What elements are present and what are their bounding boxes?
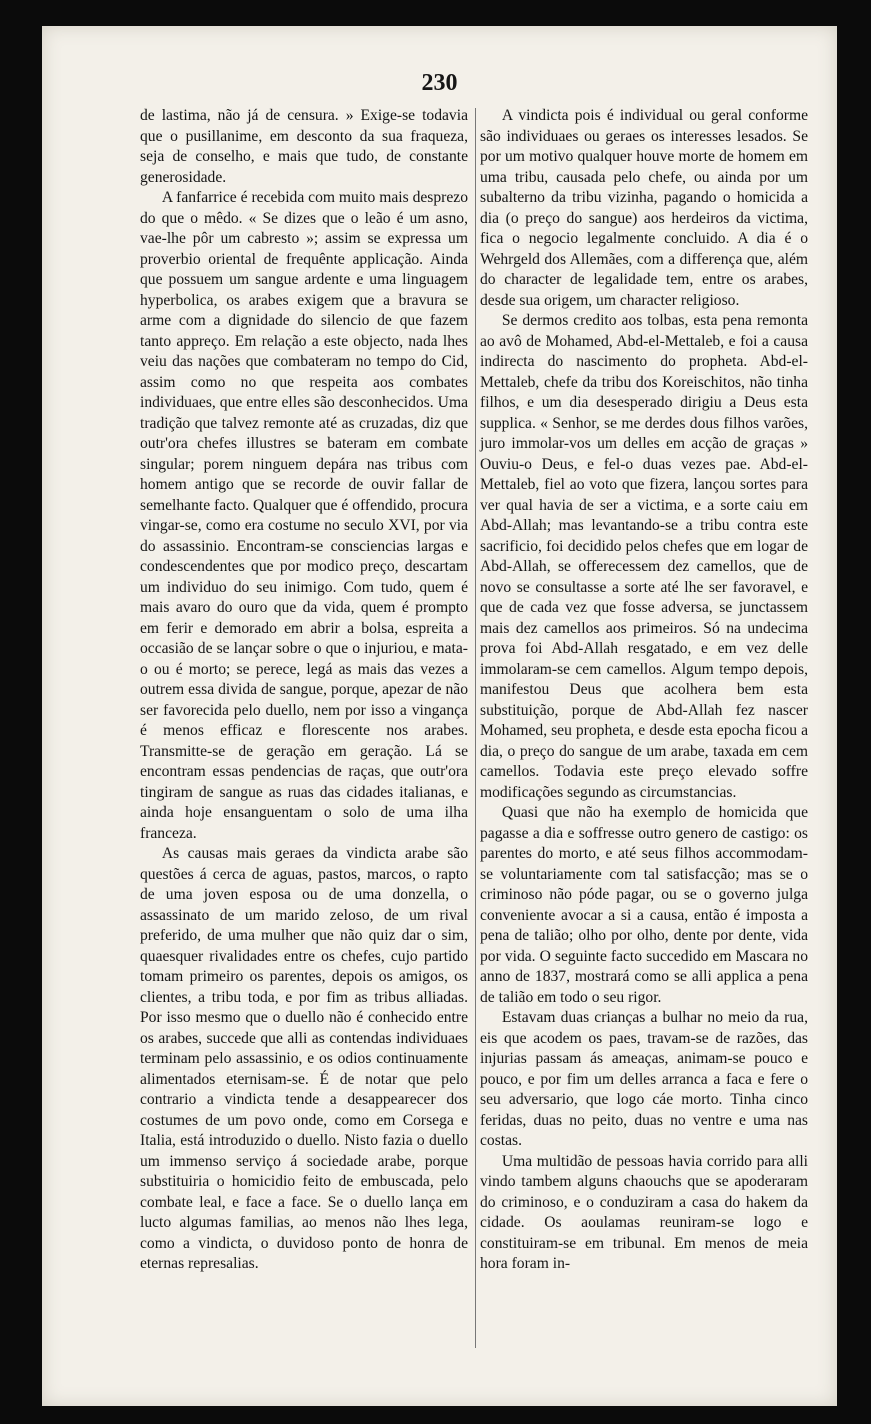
left-column (140, 106, 468, 1275)
paragraph: As causas mais geraes da vindicta arabe são questões á cerca de aguas, pastos, marcos, o rapto de uma joven esposa ou de uma donzella, o assassinato de um marido zeloso, de um rival preferido, de uma mulher que não quiz dar o sim, quaesquer rivalidades entre os chefes, cujo partido tomam primeiro os parentes, depois os amigos, os clientes, a tribu toda, e por fim as tribus alliadas. Por isso mesmo que o duello não é conhecido entre os arabes, succede que alli as contendas individuaes terminam pelo assassinio, e os odios continuamente alimentados eternisam-se. É de notar que pelo contrario a vindicta tende a desappearecer dos costumes de um povo onde, como em Corsega e Italia, está introduzido o duello. Nisto fazia o duello um immenso serviço á sociedade arabe, porque substituiria o homicidio feito de embuscada, pelo combate leal, e face a face. Se o duello lança em lucto algumas familias, ao menos não lhes lega, como a vindicta, o duvidoso ponto de honra de eternas represalias. (140, 845, 468, 1272)
paragraph: A vindicta pois é individual ou geral conforme são individuaes ou geraes os interesses lesados. Se por um motivo qualquer houve morte de homem em uma tribu, causada pelo chefe, ou ainda por um subalterno da tribu vizinha, pagando o homicida a dia (o preço do sangue) aos herdeiros da victima, fica o negocio legalmente concluido. A dia é o Wehrgeld dos Allemães, com a differença que, além do character de legalidade tem, entre os arabes, desde sua origem, um character religioso. (480, 107, 808, 309)
paragraph: Estavam duas crianças a bulhar no meio da rua, eis que acodem os paes, travam-se de razões, das injurias passam ás ameaças, animam-se pouco e pouco, e por fim um delles arranca a faca e fere o seu adversario, que logo cáe morto. Tinha cinco feridas, duas no peito, duas no ventre e uma nas costas. (480, 1009, 808, 1149)
paragraph: Uma multidão de pessoas havia corrido para alli vindo tambem alguns chaouchs que se apoderaram do criminoso, e o conduziram a casa do hakem da cidade. Os aoulamas reuniram-se logo e constituiram-se em tribunal. Em menos de meia hora foram in- (480, 1152, 808, 1272)
page-number: 230 (421, 70, 458, 96)
paragraph: A fanfarrice é recebida com muito mais desprezo do que o mêdo. « Se dizes que o leão é um asno, vae-lhe pôr um cabresto »; assim se expressa um proverbio oriental de frequênte applicação. Ainda que possuem um sangue ardente e uma linguagem hyperbolica, os arabes exigem que a bravura se arme com a dignidade do silencio de que fazem tanto appreço. Em relação a este objecto, nada lhes veiu das nações que combateram no tempo do Cid, assim como no que respeita aos combates individuaes, que entre elles são desconhecidos. Uma tradição que talvez remonte até as cruzadas, diz que outr'ora chefes illustres se bateram em combate singular; porem ninguem depára nas tribus com homem antigo que se recorde de ouvir fallar de semelhante facto. Qualquer que é offendido, procura vingar-se, como era costume no seculo XVI, por via do assassinio. Encontram-se consciencias largas e condescendentes que por modico preço, descartam um individuo do seu inimigo. Com tudo, quem é mais avaro do ouro que da vida, quem é prompto em ferir e demorado em abrir a bolsa, espreita a occasião de se lançar sobre o que o injuriou, e mata-o ou é morto; se perece, legá as mais das vezes a outrem essa divida de sangue, porque, apezar de não ser favorecida pelo duello, nem por isso a vingança é menos efficaz e florescente nos arabes. Transmitte-se de geração em geração. Lá se encontram essas pendencias de raças, que outr'ora tingiram de sangue as ruas das cidades italianas, e ainda hoje ensanguentam o solo de uma ilha franceza. (140, 189, 468, 842)
paragraph: Quasi que não ha exemplo de homicida que pagasse a dia e soffresse outro genero de castigo: os parentes do morto, e até seus filhos accommodam-se voluntariamente com tal satisfacção; mas se o criminoso não póde pagar, ou se o governo julga conveniente avocar a si a causa, então é imposta a pena de talião; olho por olho, dente por dente, vida por vida. O seguinte facto succedido em Mascara no anno de 1837, mostrará como se alli applica a pena de talião em todo o seu rigor. (480, 804, 808, 1006)
column-divider (475, 108, 476, 1348)
book-page (42, 26, 837, 1406)
paragraph: Se dermos credito aos tolbas, esta pena remonta ao avô de Mohamed, Abd-el-Mettaleb, e foi a causa indirecta do nascimento do propheta. Abd-el-Mettaleb, chefe da tribu dos Koreischitos, não tinha filhos, e um dia desesperado dirigiu a Deus esta supplica. « Senhor, se me derdes dous filhos varões, juro immolar-vos um delles em acção de graças » Ouviu-o Deus, e fel-o duas vezes pae. Abd-el-Mettaleb, fiel ao voto que fizera, lançou sortes para ver qual havia de ser a victima, e a sorte caiu em Abd-Allah; mas levantando-se a tribu contra este sacrificio, foi decidido pelos chefes que em logar de Abd-Allah, se offerecessem dez camellos, que de novo se consultasse a sorte até lhe ser favoravel, e que de cada vez que fosse adversa, se junctassem mais dez camellos aos primeiros. Só na undecima prova foi Abd-Allah resgatado, e em vez delle immolaram-se cem camellos. Algum tempo depois, manifestou Deus que acolhera bem esta substituição, porque de Abd-Allah fez nascer Mohamed, seu propheta, e desde esta epocha ficou a dia, o preço do sangue de um arabe, taxada em cem camellos. Todavia este preço elevado soffre modificações segundo as circumstancias. (480, 312, 808, 801)
right-column (480, 106, 808, 1275)
paragraph: de lastima, não já de censura. » Exige-se todavia que o pusillanime, em desconto da sua fraqueza, seja de conselho, e mais que tudo, de constante generosidade. (140, 107, 468, 186)
